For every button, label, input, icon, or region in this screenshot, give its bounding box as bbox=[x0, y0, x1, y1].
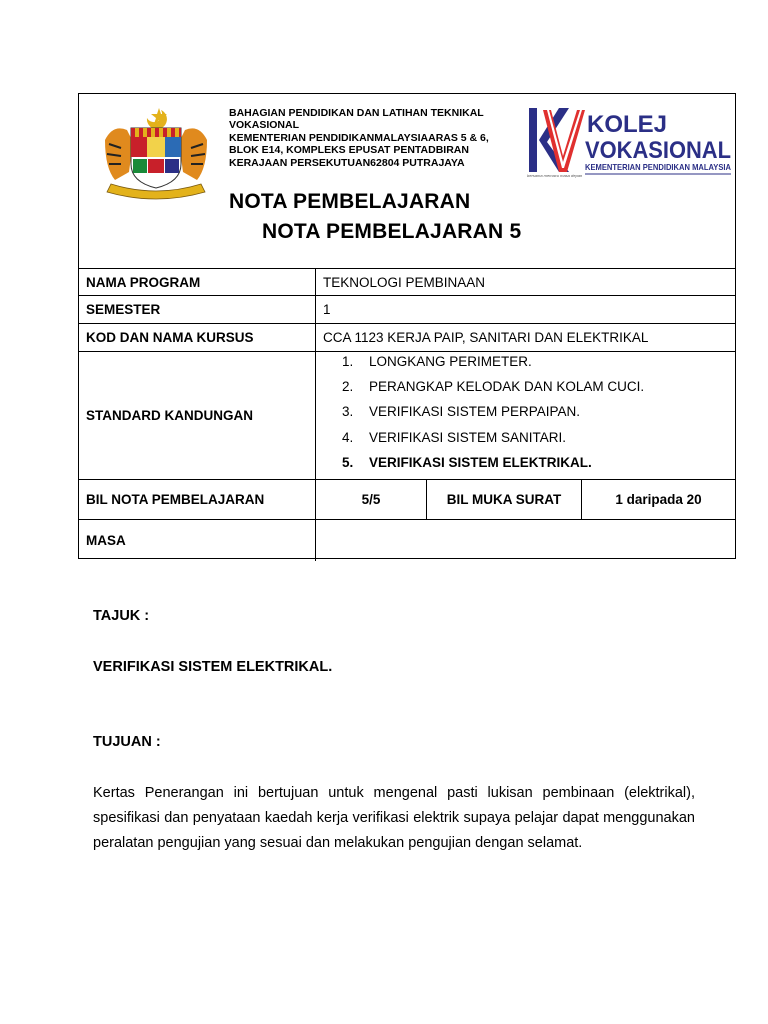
document-title: NOTA PEMBELAJARAN bbox=[229, 190, 471, 213]
list-item bbox=[342, 402, 728, 427]
bil-nota-label: BIL NOTA PEMBELAJARAN bbox=[79, 480, 316, 520]
agency-line: BAHAGIAN PENDIDIKAN DAN LATIHAN TEKNIKAL bbox=[229, 107, 484, 119]
kursus-label: KOD DAN NAMA KURSUS bbox=[79, 324, 316, 352]
masa-value bbox=[316, 520, 736, 561]
standard-value bbox=[316, 352, 736, 480]
standard-list bbox=[323, 352, 728, 478]
tajuk-label: TAJUK : bbox=[93, 608, 150, 624]
logo-word-1: KOLEJ bbox=[587, 111, 668, 138]
table-row bbox=[79, 480, 735, 520]
kolej-vokasional-logo bbox=[525, 102, 735, 178]
document-header-frame bbox=[78, 93, 736, 559]
bil-nota-value: 5/5 bbox=[316, 480, 427, 520]
agency-line: BLOK E14, KOMPLEKS EPUSAT PENTADBIRAN bbox=[229, 144, 469, 157]
table-row bbox=[79, 296, 735, 324]
list-item-text: VERIFIKASI SISTEM PERPAIPAN. bbox=[369, 404, 581, 420]
logo-motto: bersama memacu masa depan bbox=[527, 173, 583, 178]
semester-value: 1 bbox=[316, 296, 736, 324]
tujuan-paragraph: Kertas Penerangan ini bertujuan untuk mengenal pasti lukisan pembinaan (elektrikal), spesifikasi dan penyataan kaedah kerja verifikasi elektrik supaya pelajar dapat menggunakan peralatan pengujian yang sesuai dan melakukan pengujian dengan selamat. bbox=[93, 785, 695, 851]
logo-word-2: VOKASIONAL bbox=[585, 137, 731, 164]
list-item bbox=[342, 352, 728, 377]
standard-label: STANDARD KANDUNGAN bbox=[79, 352, 316, 480]
list-item bbox=[342, 377, 728, 402]
semester-label: SEMESTER bbox=[79, 296, 316, 324]
table-row bbox=[79, 269, 735, 296]
tujuan-label: TUJUAN : bbox=[93, 734, 161, 750]
list-item-number: 3. bbox=[342, 404, 354, 420]
list-item bbox=[342, 453, 728, 478]
header-section bbox=[79, 94, 735, 269]
list-item-number: 1. bbox=[342, 354, 354, 369]
kursus-value: CCA 1123 KERJA PAIP, SANITARI DAN ELEKTRIKAL bbox=[316, 324, 736, 352]
bil-muka-value: 1 daripada 20 bbox=[582, 480, 736, 520]
agency-line: KEMENTERIAN PENDIDIKANMALAYSIAARAS 5 & 6, bbox=[229, 131, 489, 144]
list-item-number: 2. bbox=[342, 379, 354, 395]
agency-address bbox=[229, 107, 529, 169]
tajuk-value: VERIFIKASI SISTEM ELEKTRIKAL. bbox=[93, 659, 333, 675]
course-info-table bbox=[79, 268, 735, 561]
table-row bbox=[79, 352, 735, 480]
list-item-text: VERIFIKASI SISTEM SANITARI. bbox=[369, 429, 567, 445]
list-item-number: 4. bbox=[342, 429, 354, 445]
nama-program-label: NAMA PROGRAM bbox=[79, 269, 316, 296]
list-item bbox=[342, 428, 728, 453]
agency-line: KERAJAAN PERSEKUTUAN62804 PUTRAJAYA bbox=[229, 156, 465, 169]
list-item-text: LONGKANG PERIMETER. bbox=[369, 354, 532, 369]
agency-line: VOKASIONAL bbox=[229, 119, 300, 132]
list-item-number: 5. bbox=[342, 454, 354, 470]
nama-program-value: TEKNOLOGI PEMBINAAN bbox=[316, 269, 736, 296]
masa-label: MASA bbox=[79, 520, 316, 561]
bil-muka-label: BIL MUKA SURAT bbox=[427, 480, 582, 520]
coat-of-arms-icon bbox=[97, 104, 215, 200]
table-row bbox=[79, 324, 735, 352]
table-row bbox=[79, 520, 735, 561]
document-subtitle: NOTA PEMBELAJARAN 5 bbox=[262, 220, 522, 243]
list-item-text: PERANGKAP KELODAK DAN KOLAM CUCI. bbox=[369, 379, 645, 395]
list-item-text: VERIFIKASI SISTEM ELEKTRIKAL. bbox=[369, 454, 592, 470]
logo-tagline: KEMENTERIAN PENDIDIKAN MALAYSIA bbox=[585, 162, 731, 172]
